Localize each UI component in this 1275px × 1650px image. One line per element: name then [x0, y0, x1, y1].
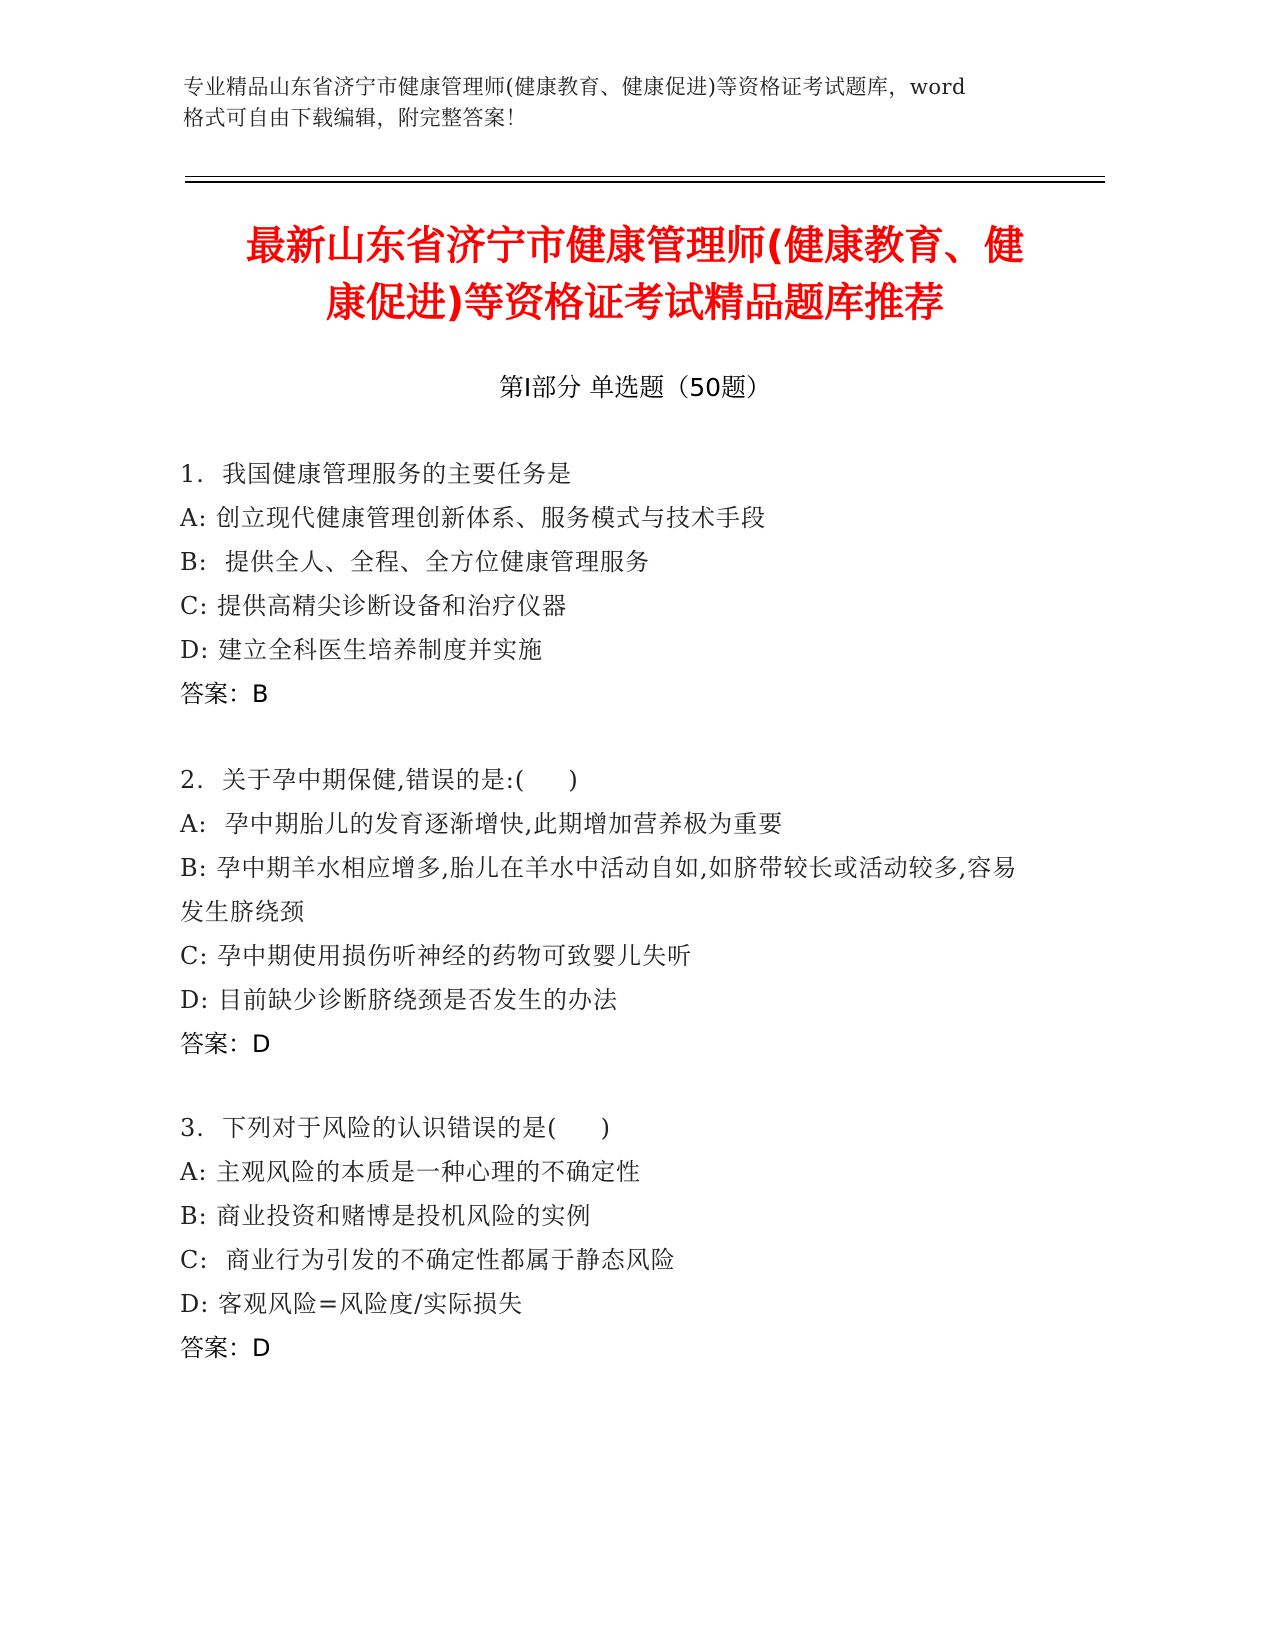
question-stem: 1. 我国健康管理服务的主要任务是	[180, 460, 573, 488]
option-d: D: 客观风险=风险度/实际损失	[180, 1290, 524, 1318]
question-block	[180, 452, 1060, 716]
document-title	[180, 218, 1090, 332]
document-title-line-2: 康促进)等资格证考试精品题库推荐	[325, 280, 945, 326]
header-note	[183, 72, 1083, 134]
question-stem: 3. 下列对于风险的认识错误的是( )	[180, 1114, 612, 1142]
answer-label: 答案：B	[180, 680, 269, 708]
option-c: C: 商业行为引发的不确定性都属于静态风险	[180, 1246, 676, 1274]
option-b: B: 孕中期羊水相应增多,胎儿在羊水中活动自如,如脐带较长或活动较多,容易发生脐绕颈	[180, 854, 1018, 926]
answer-label: 答案：D	[180, 1334, 271, 1362]
header-divider-thin	[185, 176, 1105, 177]
answer-label: 答案：D	[180, 1030, 271, 1058]
option-c: C: 孕中期使用损伤听神经的药物可致婴儿失听	[180, 942, 693, 970]
option-c: C: 提供高精尖诊断设备和治疗仪器	[180, 592, 568, 620]
header-note-line-1: 专业精品山东省济宁市健康管理师(健康教育、健康促进)等资格证考试题库，word	[183, 75, 966, 99]
question-stem: 2. 关于孕中期保健,错误的是:( )	[180, 766, 579, 794]
option-a: A: 孕中期胎儿的发育逐渐增快,此期增加营养极为重要	[180, 810, 784, 838]
question-block	[180, 1106, 1060, 1370]
option-d: D: 建立全科医生培养制度并实施	[180, 636, 543, 664]
option-a: A: 主观风险的本质是一种心理的不确定性	[180, 1158, 642, 1186]
header-note-line-2: 格式可自由下载编辑，附完整答案！	[183, 106, 527, 130]
option-b: B: 商业投资和赌博是投机风险的实例	[180, 1202, 592, 1230]
option-a: A: 创立现代健康管理创新体系、服务模式与技术手段	[180, 504, 767, 532]
document-title-line-1: 最新山东省济宁市健康管理师(健康教育、健	[245, 223, 1025, 269]
option-b: B: 提供全人、全程、全方位健康管理服务	[180, 548, 650, 576]
question-block	[180, 758, 1060, 1066]
option-d: D: 目前缺少诊断脐绕颈是否发生的办法	[180, 986, 618, 1014]
section-title: 第Ⅰ部分 单选题（50题）	[498, 373, 772, 402]
header-divider-thick	[185, 181, 1105, 183]
